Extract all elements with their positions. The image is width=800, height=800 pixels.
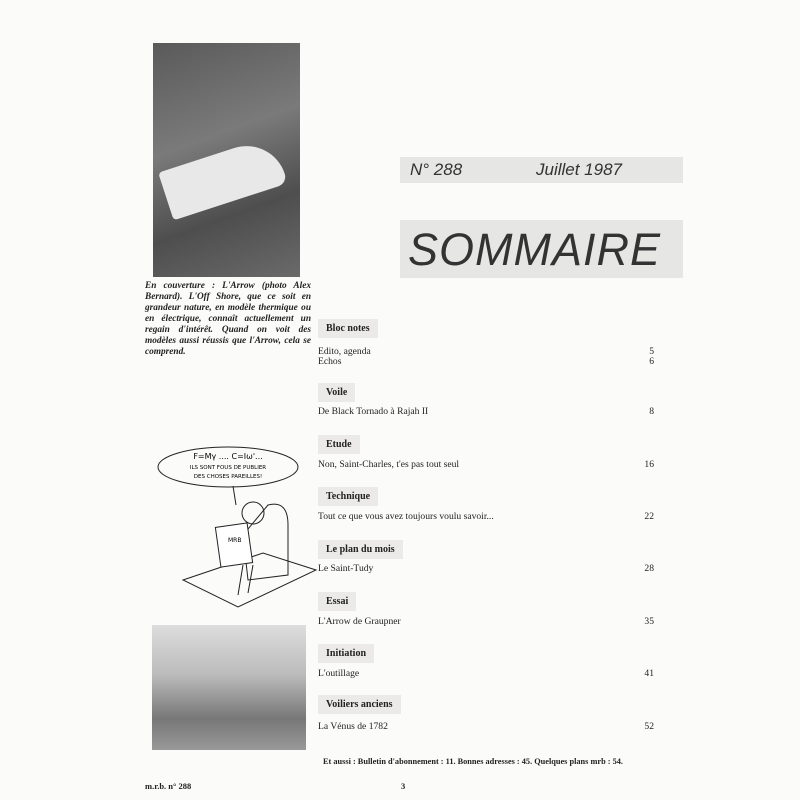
cover-photo-boat: [153, 43, 300, 277]
toc-entry[interactable]: [318, 511, 654, 522]
cartoon-line-2: ILS SONT FOUS DE PUBLIER: [189, 465, 267, 471]
entry-label: Echos: [318, 356, 342, 367]
entry-page: 16: [644, 459, 654, 470]
entry-label: L'outillage: [318, 668, 360, 679]
section-title: Voiliers anciens: [318, 695, 401, 714]
entry-label: L'Arrow de Graupner: [318, 616, 401, 627]
entry-page: 52: [644, 721, 654, 732]
title-band: [400, 220, 683, 278]
toc-entry[interactable]: [318, 406, 654, 417]
section-title: Initiation: [318, 644, 374, 663]
also-note: Et aussi : Bulletin d'abonnement : 11. Bonnes adresses : 45. Quelques plans mrb : 54.: [323, 757, 623, 766]
cartoon-line-1: F=Mγ .... C=Iω'...: [193, 452, 263, 461]
tugboat-photo: [152, 625, 306, 750]
cartoon-line-3: DES CHOSES PAREILLES!: [193, 474, 263, 480]
toc-entry[interactable]: [318, 459, 654, 470]
entry-label: Le Saint-Tudy: [318, 563, 374, 574]
toc-entry[interactable]: [318, 356, 654, 367]
entry-label: Edito, agenda: [318, 346, 371, 357]
section-title: Voile: [318, 383, 355, 402]
section-title: Le plan du mois: [318, 540, 403, 559]
cartoon-illustration: [148, 445, 318, 620]
cartoon-magazine-label: MRB: [228, 537, 242, 544]
entry-page: 5: [649, 346, 654, 357]
entry-page: 28: [644, 563, 654, 574]
entry-page: 35: [644, 616, 654, 627]
entry-label: De Black Tornado à Rajah II: [318, 406, 429, 417]
section-title: Bloc notes: [318, 319, 378, 338]
issue-date: Juillet 1987: [536, 160, 623, 179]
entry-page: 6: [649, 356, 654, 367]
toc-entry[interactable]: [318, 563, 654, 574]
entry-page: 22: [644, 511, 654, 522]
toc-entry[interactable]: [318, 616, 654, 627]
toc-entry[interactable]: [318, 668, 654, 679]
page-title: SOMMAIRE: [408, 224, 662, 275]
entry-page: 41: [644, 668, 654, 679]
section-title: Essai: [318, 592, 356, 611]
toc-entry[interactable]: [318, 721, 654, 732]
entry-label: Tout ce que vous avez toujours voulu savoir...: [318, 511, 494, 522]
entry-page: 8: [649, 406, 654, 417]
issue-band: [400, 157, 683, 183]
boat-shape: [158, 136, 288, 221]
page-number: 3: [401, 781, 406, 791]
issue-number: N° 288: [410, 160, 463, 179]
section-title: Etude: [318, 435, 360, 454]
cover-caption: En couverture : L'Arrow (photo Alex Bernard). L'Off Shore, que ce soit en grandeur nature, en modèle thermique ou en électrique, connaît actuellement un regain d'intérêt. Quand on voit des modèles aussi réussis que l'Arrow, cela se comprend.: [145, 281, 311, 357]
footer-magazine: m.r.b. n° 288: [145, 781, 192, 791]
entry-label: La Vénus de 1782: [318, 721, 388, 732]
section-title: Technique: [318, 487, 378, 506]
entry-label: Non, Saint-Charles, t'es pas tout seul: [318, 459, 460, 470]
